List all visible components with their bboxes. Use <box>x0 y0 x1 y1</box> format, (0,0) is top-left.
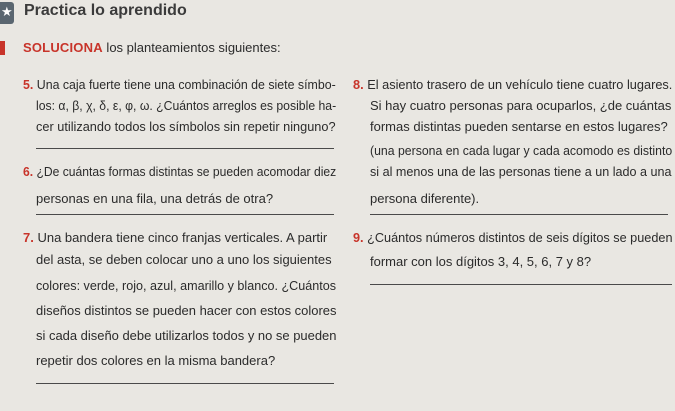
instruction-marker <box>0 41 5 55</box>
problem-6-answer-line[interactable] <box>36 214 334 215</box>
problem-9-line-2: formar con los dígitos 3, 4, 5, 6, 7 y 8? <box>370 254 592 269</box>
problem-9-answer-line[interactable] <box>370 284 672 285</box>
problem-5-answer-line[interactable] <box>36 148 334 149</box>
problem-7-line-1: 7. Una bandera tiene cinco franjas verticales. A partir <box>23 230 328 245</box>
problem-6-line-1: 6. ¿De cuántas formas distintas se pueden acomodar diez <box>23 164 337 179</box>
star-icon: ★ <box>0 2 14 24</box>
problem-9-number: 9. <box>353 230 364 245</box>
instruction-line <box>23 40 281 55</box>
instruction-keyword: SOLUCIONA <box>23 40 103 55</box>
problem-7-line-2: del asta, se deben colocar uno a uno los siguientes <box>36 252 332 267</box>
problem-5-number: 5. <box>23 77 34 92</box>
problem-7-line-3: colores: verde, rojo, azul, amarillo y blanco. ¿Cuántos <box>36 278 337 293</box>
section-title: Practica lo aprendido <box>24 2 187 19</box>
problem-8-line-2: Si hay cuatro personas para ocuparlos, ¿de cuántas <box>370 98 672 113</box>
problem-7-number: 7. <box>23 230 34 245</box>
problem-5-line-3: cer utilizando todos los símbolos sin repetir ninguno? <box>36 119 336 134</box>
problem-8-line-4: (una persona en cada lugar y cada acomodo es distinto <box>370 143 673 158</box>
problem-7-line-4: diseños distintos se pueden hacer con estos colores <box>36 303 337 318</box>
problem-8-line-3: formas distintas pueden sentarse en estos lugares? <box>370 119 668 134</box>
problem-7-answer-line[interactable] <box>36 383 334 384</box>
problem-8-number: 8. <box>353 77 364 92</box>
problem-5-line-1: 5. Una caja fuerte tiene una combinación de siete símbo- <box>23 77 336 92</box>
problem-8-line-1: 8. El asiento trasero de un vehículo tiene cuatro lugares. <box>353 77 673 92</box>
problem-9-line-1: 9. ¿Cuántos números distintos de seis dígitos se pueden <box>353 230 673 245</box>
problem-7-line-6: repetir dos colores en la misma bandera? <box>36 353 276 368</box>
problem-8-line-6: persona diferente). <box>370 191 480 206</box>
problem-7-line-5: si cada diseño debe utilizarlos todos y no se pueden <box>36 328 337 343</box>
problem-6-line-2: personas en una fila, una detrás de otra? <box>36 191 274 206</box>
problem-6-number: 6. <box>23 164 34 179</box>
problem-5-line-2: los: α, β, χ, δ, ε, φ, ω. ¿Cuántos arreglos es posible ha- <box>36 98 337 113</box>
instruction-text: los planteamientos siguientes: <box>102 40 281 55</box>
problem-8-answer-line[interactable] <box>370 214 668 215</box>
problem-8-line-5: si al menos una de las personas tiene a un lado a una <box>370 164 672 179</box>
